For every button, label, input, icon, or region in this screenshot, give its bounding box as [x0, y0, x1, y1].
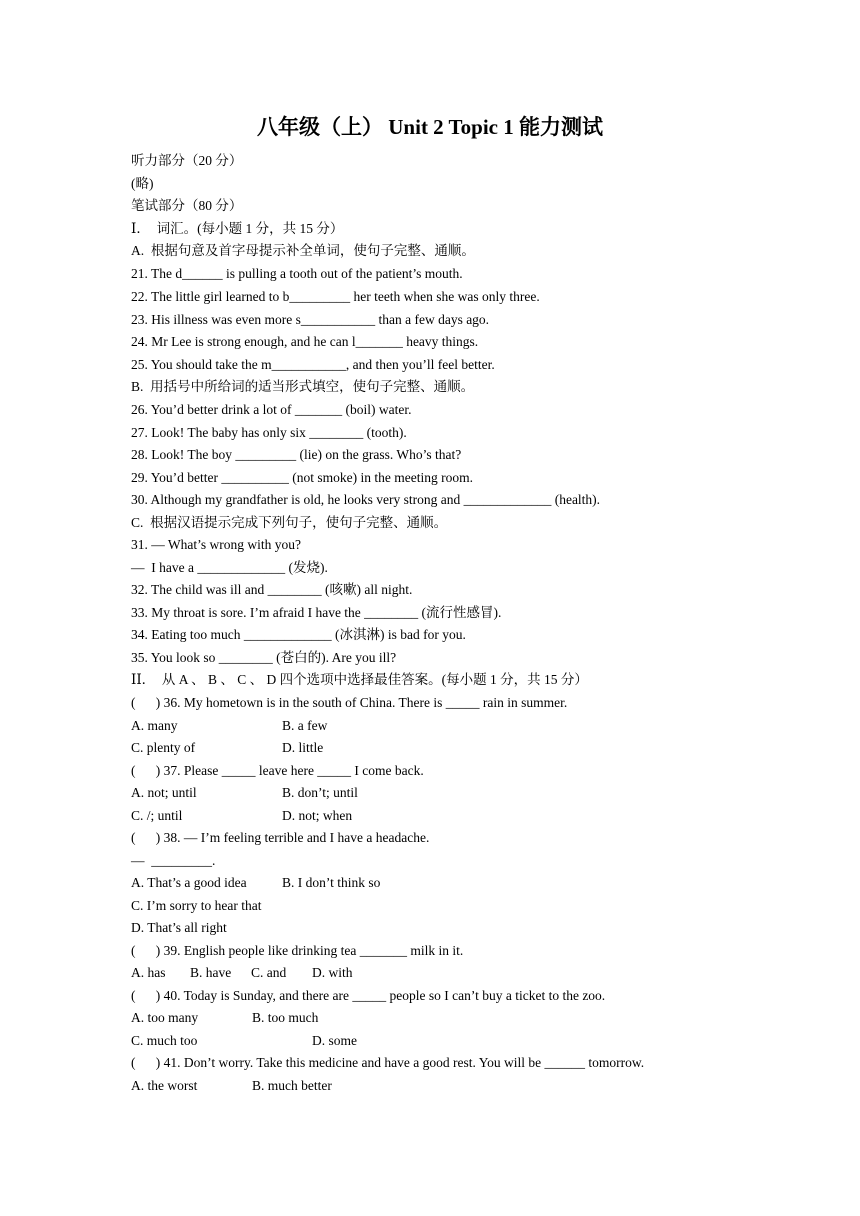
q40-option-a: A. too many [131, 1010, 199, 1025]
question-29: 29. You’d better __________ (not smoke) in the meeting room. [131, 470, 473, 485]
question-23: 23. His illness was even more s___________ than a few days ago. [131, 312, 490, 327]
question-40: ( ) 40. Today is Sunday, and there are _____ people so I can’t buy a ticket to the zoo. [131, 988, 606, 1003]
written-heading: 笔试部分（80 分） [131, 198, 243, 213]
page-title: 八年级（上） Unit 2 Topic 1 能力测试 [257, 115, 603, 139]
q37-option-d: D. not; when [282, 808, 353, 823]
part-c-instruction: C. 根据汉语提示完成下列句子，使句子完整、通顺。 [131, 515, 448, 530]
q37-option-b: B. don’t; until [282, 785, 358, 800]
question-32: 32. The child was ill and ________ (咳嗽) all night. [131, 582, 413, 597]
q39-option-b: B. have [190, 965, 232, 980]
question-35: 35. You look so ________ (苍白的). Are you ill? [131, 650, 397, 665]
question-34: 34. Eating too much _____________ (冰淇淋) is bad for you. [131, 627, 466, 642]
q39-option-c: C. and [251, 965, 287, 980]
q38-option-b: B. I don’t think so [282, 875, 381, 890]
section-2-heading: ⅠⅠ． 从 A 、 B 、 C 、 D 四个选项中选择最佳答案。(每小题 1 分，共 15 分） [131, 672, 588, 687]
q39-option-d: D. with [312, 965, 353, 980]
q40-option-b: B. too much [252, 1010, 319, 1025]
listening-omitted: (略) [131, 176, 154, 191]
q36-option-b: B. a few [282, 718, 328, 733]
q41-option-a: A. the worst [131, 1078, 198, 1093]
q40-option-d: D. some [312, 1033, 357, 1048]
question-39: ( ) 39. English people like drinking tea _______ milk in it. [131, 943, 464, 958]
question-27: 27. Look! The baby has only six ________ (tooth). [131, 425, 407, 440]
part-a-instruction: A. 根据句意及首字母提示补全单词，使句子完整、通顺。 [131, 243, 475, 258]
part-b-instruction: B. 用括号中所给词的适当形式填空，使句子完整、通顺。 [131, 379, 475, 394]
question-31: 31. — What’s wrong with you? [131, 537, 301, 552]
q39-option-a: A. has [131, 965, 166, 980]
question-22: 22. The little girl learned to b_________ her teeth when she was only three. [131, 289, 540, 304]
q37-option-a: A. not; until [131, 785, 197, 800]
question-36: ( ) 36. My hometown is in the south of China. There is _____ rain in summer. [131, 695, 568, 710]
question-25: 25. You should take the m___________, and then you’ll feel better. [131, 357, 495, 372]
question-31-answer: — I have a _____________ (发烧). [131, 560, 328, 575]
listening-heading: 听力部分（20 分） [131, 153, 243, 168]
q38-option-d: D. That’s all right [131, 920, 227, 935]
q36-option-a: A. many [131, 718, 178, 733]
q38-option-a: A. That’s a good idea [131, 875, 247, 890]
q38-option-c: C. I’m sorry to hear that [131, 898, 262, 913]
question-38: ( ) 38. — I’m feeling terrible and I have a headache. [131, 830, 430, 845]
question-30: 30. Although my grandfather is old, he looks very strong and _____________ (health). [131, 492, 601, 507]
question-41: ( ) 41. Don’t worry. Take this medicine and have a good rest. You will be ______ tomorrow. [131, 1055, 645, 1070]
question-38-answer: — _________. [131, 853, 216, 868]
section-1-heading: Ⅰ． 词汇。(每小题 1 分，共 15 分） [131, 221, 344, 236]
question-26: 26. You’d better drink a lot of _______ (boil) water. [131, 402, 412, 417]
question-37: ( ) 37. Please _____ leave here _____ I come back. [131, 763, 424, 778]
q37-option-c: C. /; until [131, 808, 183, 823]
question-24: 24. Mr Lee is strong enough, and he can l_______ heavy things. [131, 334, 479, 349]
q36-option-d: D. little [282, 740, 324, 755]
question-33: 33. My throat is sore. I’m afraid I have the ________ (流行性感冒). [131, 605, 502, 620]
question-21: 21. The d______ is pulling a tooth out of the patient’s mouth. [131, 266, 463, 281]
q40-option-c: C. much too [131, 1033, 198, 1048]
q36-option-c: C. plenty of [131, 740, 196, 755]
question-28: 28. Look! The boy _________ (lie) on the grass. Who’s that? [131, 447, 462, 462]
q41-option-b: B. much better [252, 1078, 332, 1093]
